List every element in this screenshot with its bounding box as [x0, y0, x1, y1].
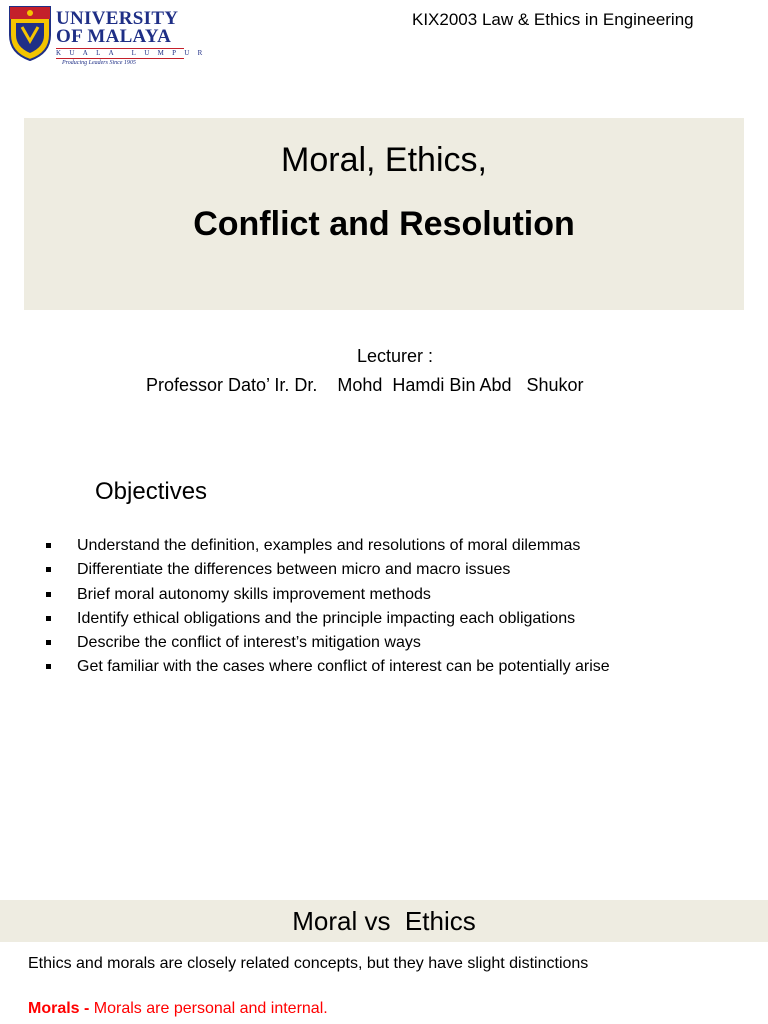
morals-term: Morals - [28, 1000, 90, 1017]
section-intro: Ethics and morals are closely related concepts, but they have slight distinctions [28, 955, 589, 972]
section-header-bar [0, 900, 768, 942]
page-title-line1: Moral, Ethics, [281, 141, 487, 179]
objective-text: Describe the conflict of interest’s mitigation ways [77, 634, 421, 652]
university-logo [8, 5, 211, 73]
list-item [46, 655, 610, 679]
list-item [46, 558, 610, 582]
bullet-icon [46, 543, 51, 548]
page-title-line2: Conflict and Resolution [193, 205, 575, 243]
list-item [46, 607, 610, 631]
bullet-icon [46, 616, 51, 621]
section-title: Moral vs Ethics [292, 906, 476, 936]
list-item [46, 583, 610, 607]
objective-text: Differentiate the differences between micro and macro issues [77, 561, 511, 579]
lecturer-name: Professor Dato’ Ir. Dr. Mohd Hamdi Bin Abd Shukor [146, 375, 584, 395]
objectives-list [46, 534, 610, 680]
bullet-icon [46, 592, 51, 597]
university-name-line1: UNIVERSITY [56, 8, 179, 29]
objective-text: Understand the definition, examples and resolutions of moral dilemmas [77, 537, 581, 554]
list-item [46, 631, 610, 655]
bullet-icon [46, 664, 51, 669]
morals-definition [28, 1000, 328, 1018]
title-panel [24, 118, 744, 310]
morals-text: Morals are personal and internal. [89, 1000, 328, 1017]
university-name-line2: OF MALAYA [56, 26, 172, 47]
lecturer-label: Lecturer : [356, 346, 434, 366]
logo-divider-lower [56, 58, 184, 59]
university-crest-icon [8, 5, 52, 61]
university-motto: Producing Leaders Since 1905 [62, 60, 136, 66]
university-city: KUALA LUMPUR [56, 49, 211, 57]
course-title: KIX2003 Law & Ethics in Engineering [412, 10, 694, 29]
bullet-icon [46, 640, 51, 645]
objective-text: Brief moral autonomy skills improvement methods [77, 585, 431, 603]
objectives-heading: Objectives [95, 478, 208, 505]
objective-text: Get familiar with the cases where conflict of interest can be potentially arise [77, 658, 610, 676]
bullet-icon [46, 567, 51, 572]
list-item [46, 534, 610, 558]
objective-text: Identify ethical obligations and the principle impacting each obligations [77, 609, 576, 627]
